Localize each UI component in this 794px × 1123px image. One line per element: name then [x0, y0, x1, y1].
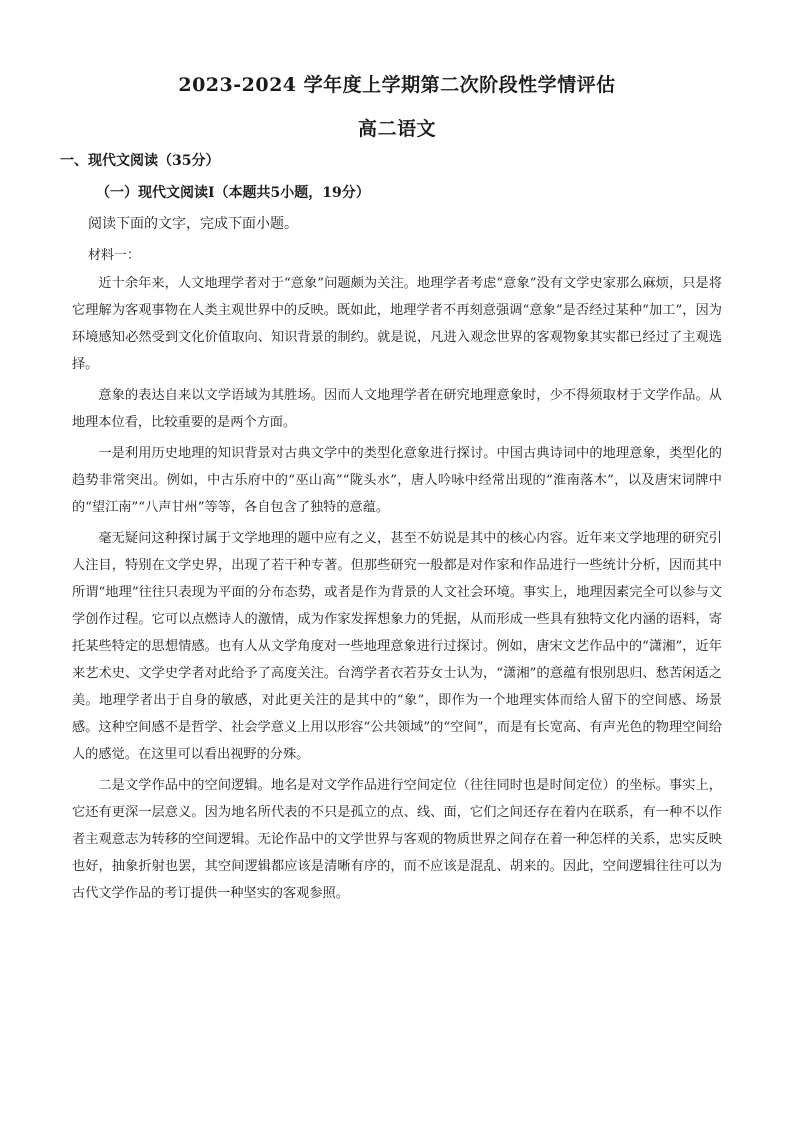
paragraph: 毫无疑问这种探讨属于文学地理的题中应有之义，甚至不妨说是其中的核心内容。近年来文学地理的研究引人注目，特别在文学史界，出现了若干种专著。但那些研究一般都是对作家和作品进行一些统计分析，因而其中所谓“地理”往往只表现为平面的分布态势，或者是作为背景的人文社会环境。事实上，地理因素完全可以参与文学创作过程。它可以点燃诗人的激情，成为作家发挥想象力的凭据，从而形成一些具有独特文化内涵的语料，寄托某些特定的思想情感。也有人从文学角度对一些地理意象进行过探讨。例如，唐宋文艺作品中的“潇湘”，近年来艺术史、文学史学者对此给予了高度关注。台湾学者衣若芬女士认为，“潇湘”的意蕴有恨别思归、愁苦闲适之美。地理学者出于自身的敏感，对此更关注的是其中的“象”，即作为一个地理实体而给人留下的空间感、场景感。这种空间感不是哲学、社会学意义上用以形容“公共领域”的“空间”，而是有长宽高、有声光色的物理空间给人的感觉。在这里可以看出视野的分殊。: [72, 531, 722, 762]
passage-body: [72, 270, 722, 911]
paragraph: 近十余年来，人文地理学者对于“意象”问题颇为关注。地理学者考虑“意象”没有文学史家那么麻烦，只是将它理解为客观事物在人类主观世界中的反映。既如此，地理学者不再刻意强调“意象”是否经过某种“加工”，因为环境感知必然受到文化价值取向、知识背景的制约。就是说，凡进入观念世界的客观物象其实都已经过了主观选择。: [72, 276, 722, 372]
exam-title: 2023-2024 学年度上学期第二次阶段性学情评估: [178, 74, 616, 96]
section-heading: 一、现代文阅读（35分）: [60, 153, 220, 169]
paragraph: 二是文学作品中的空间逻辑。地名是对文学作品进行空间定位（往往同时也是时间定位）的坐标。事实上，它还有更深一层意义。因为地名所代表的不只是孤立的点、线、面，它们之间还存在着内在联系，有一种不以作者主观意志为转移的空间逻辑。无论作品中的文学世界与客观的物质世界之间存在着一种怎样的关系，忠实反映也好，抽象折射也罢，其空间逻辑都应该是清晰有序的，而不应该是混乱、胡来的。因此，空间逻辑往往可以为古代文学作品的考订提供一种坚实的客观参照。: [72, 778, 722, 901]
paragraph: 意象的表达自来以文学语域为其胜场。因而人文地理学者在研究地理意象时，少不得须取材于文学作品。从地理本位看，比较重要的是两个方面。: [72, 388, 722, 430]
subsection-heading: （一）现代文阅读Ⅰ（本题共5小题，19分）: [96, 185, 370, 201]
reading-instruction: 阅读下面的文字，完成下面小题。: [88, 216, 298, 232]
material-label: 材料一：: [88, 248, 141, 263]
paragraph: 一是利用历史地理的知识背景对古典文学中的类型化意象进行探讨。中国古典诗词中的地理意象，类型化的趋势非常突出。例如，中古乐府中的“巫山高”“陇头水”，唐人吟咏中经常出现的“淮南落木”，以及唐宋词牌中的“望江南”“八声甘州”等等，各自包含了独特的意蕴。: [72, 446, 722, 515]
subject-title: 高二语文: [357, 118, 436, 140]
